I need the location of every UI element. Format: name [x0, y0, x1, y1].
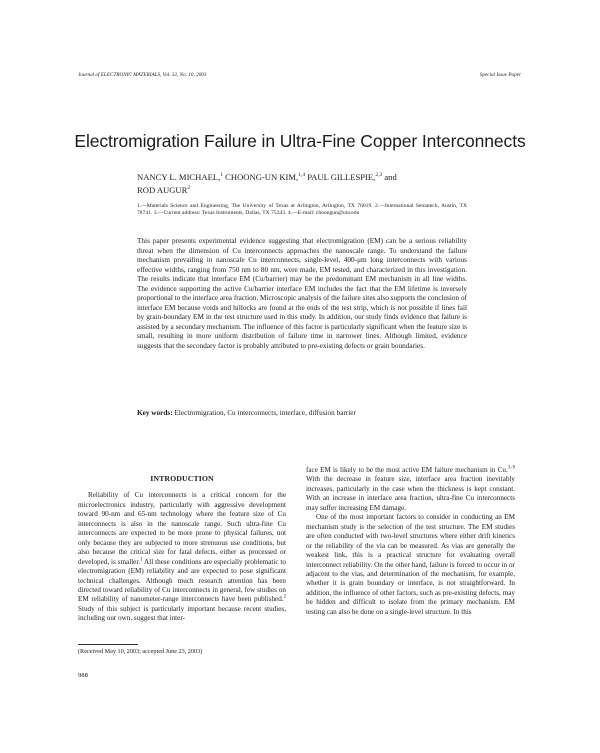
- body-text: Study of this subject is particularly important because recent studies, including our own, suggest that inter-: [78, 604, 286, 623]
- author-name: PAUL GILLESPIE,: [305, 171, 376, 182]
- author-affiliation-mark: 2,3: [375, 172, 383, 178]
- citation-mark: 2: [283, 595, 286, 601]
- body-text: Reliability of Cu interconnects is a critical concern for the microelectronics industry, particularly with aggressive development toward 90-nm and 65-nm technology where the feature size of Cu interconnects is also in the nanoscale range. Such ultra-fine Cu interconnects are expected to be more prone to physical failures, not only because they are subjected to more strenuous use conditions, but also because the critical size for fatal defects, either as processed or developed, is smaller.: [78, 491, 286, 566]
- journal-citation: Journal of ELECTRONIC MATERIALS, Vol. 32, No. 10, 2003: [78, 72, 207, 78]
- keywords-label: Key words:: [137, 409, 173, 417]
- body-paragraph: [306, 466, 515, 513]
- author-name: CHOONG-UN KIM,: [222, 171, 299, 182]
- keywords: [137, 409, 467, 419]
- citation-mark: 1: [140, 557, 143, 563]
- page-number: 988: [78, 672, 88, 679]
- footnote-divider: [78, 644, 138, 645]
- paper-title: Electromigration Failure in Ultra-Fine Copper Interconnects: [74, 131, 526, 151]
- body-paragraph: [78, 491, 286, 623]
- body-text: With the decrease in feature size, interface area fraction inevitably increases, particularly in the case when the thickness is kept constant. With an increase in interface area fraction, ultra-fine Cu interconnects may suffer increasing EM damage.: [306, 475, 515, 512]
- author-affiliation-mark: 1,4: [298, 172, 306, 178]
- citation-mark: 3–9: [507, 465, 515, 471]
- section-heading-introduction: INTRODUCTION: [150, 474, 214, 483]
- author-list: [137, 170, 437, 196]
- body-text: All these conditions are especially problematic to electromigration (EM) reliability and are expected to pose significant technical challenges. Although much research attention has been directed toward reliability of Cu interconnects in general, few studies on EM reliability of nanometer-range interconnects have been published.: [78, 557, 286, 604]
- keywords-text: Electromigration, Cu interconnects, interface, diffusion barrier: [172, 409, 356, 417]
- body-text: face EM is likely to be the most active EM failure mechanism in Cu.: [306, 466, 508, 474]
- author-affiliation-mark: 1: [220, 172, 223, 178]
- section-label: Special Issue Paper: [479, 72, 521, 78]
- body-paragraph: One of the most important factors to consider in conducting an EM mechanism study is the selection of the test structure. The EM studies are often conducted with two-level structures where either drift kinetics or the reliability of the via can be measured. As vias are generally the weakest link, this is a practical structure for evaluating overall interconnect reliability. On the other hand, failure is forced to occur in or adjacent to the vias, and determination of the mechanism, for example, whether it is grain boundary or interface, is not straightforward. In addition, the influence of other factors, such as pre-existing defects, may be hidden and difficult to isolate from the primary mechanism. EM testing can also be done on a single-level structure. In this: [306, 513, 515, 616]
- author-conjunction: and: [382, 171, 397, 182]
- author-name: ROD AUGUR: [137, 184, 188, 195]
- abstract: This paper presents experimental evidence suggesting that electromigration (EM) can be a serious reliability threat when the dimension of Cu interconnects approaches the nanoscale range. To understand the failure mechanism prevailing in nanoscale Cu interconnects, single-level, 400-μm long interconnects with various effective widths, ranging from 750 nm to 80 nm, were made, EM tested, and characterized in this investigation. The results indicate that interface EM (Cu/barrier) may be the predominant EM mechanism in all line widths. The evidence supporting the active Cu/barrier interface EM includes the fact that the EM lifetime is inversely proportional to the interface area fraction. Microscopic analysis of the failure sites also supports the conclusion of interface EM because voids and hillocks are found at the ends of the test strip, which is not possible if lines fail by grain-boundary EM in the test structure used in this study. In addition, our study finds evidence that failure is assisted by a secondary mechanism. The influence of this factor is particularly significant when the feature size is small, resulting in more uniform distribution of failure time in narrower lines. Although limited, evidence suggests that the secondary factor is probably attributed to pre-existing defects or grain boundaries.: [137, 237, 467, 351]
- received-date-footnote: (Received May 10, 2003; accepted June 23, 2003): [78, 648, 203, 655]
- author-affiliation-mark: 2: [187, 184, 191, 191]
- affiliations: 1.—Materials Science and Engineering, The University of Texas at Arlington, Arlington, TX 76019. 2.—International Sematech, Austin, TX 78741. 3.—Current address: Texas Instruments, Dallas, TX 75243. 4.—E-mail: choongun@uta.edu: [137, 203, 467, 217]
- author-name: NANCY L. MICHAEL,: [137, 171, 221, 182]
- body-column-right: [306, 466, 515, 617]
- body-column-left: [78, 474, 286, 624]
